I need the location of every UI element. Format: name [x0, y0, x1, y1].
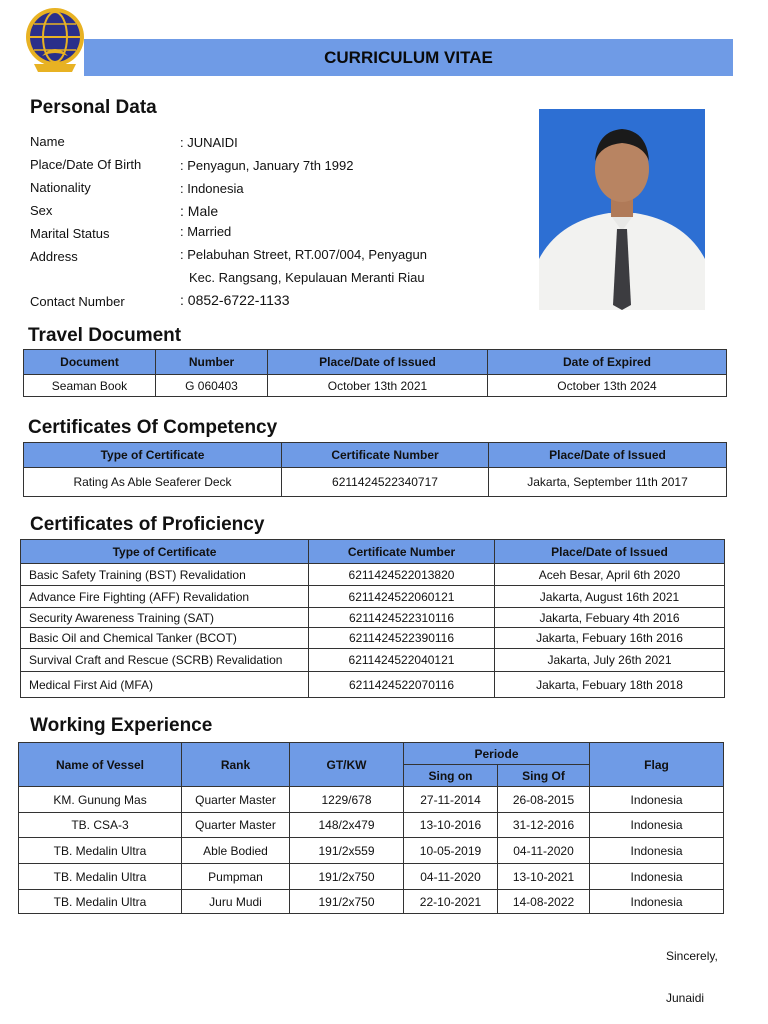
table-row [24, 468, 727, 497]
table-header-row [24, 443, 727, 468]
rank-cell: Able Bodied [182, 838, 290, 864]
sign-on-cell: 04-11-2020 [404, 864, 498, 890]
vessel-cell: TB. CSA-3 [19, 813, 182, 838]
column-header: Date of Expired [488, 350, 727, 375]
column-header: Certificate Number [282, 443, 489, 468]
rank-cell: Quarter Master [182, 813, 290, 838]
sign-on-cell: 13-10-2016 [404, 813, 498, 838]
certificate-type-cell: Rating As Able Seaferer Deck [24, 468, 282, 497]
sign-off-cell: 13-10-2021 [498, 864, 590, 890]
issued-cell: Jakarta, July 26th 2021 [495, 649, 725, 672]
column-header: Place/Date of Issued [489, 443, 727, 468]
personal-data-heading: Personal Data [30, 97, 157, 118]
issued-cell: Jakarta, Febuary 4th 2016 [495, 608, 725, 628]
gtkw-cell: 191/2x750 [290, 890, 404, 914]
birth-value: : Penyagun, January 7th 1992 [180, 158, 354, 173]
rank-cell: Juru Mudi [182, 890, 290, 914]
sign-on-cell: 10-05-2019 [404, 838, 498, 864]
proficiency-heading: Certificates of Proficiency [30, 514, 265, 535]
flag-cell: Indonesia [590, 813, 724, 838]
address-line-2: Kec. Rangsang, Kepulauan Meranti Riau [189, 270, 425, 285]
column-header: Sing on [404, 765, 498, 787]
signatory-name: Junaidi [666, 991, 705, 1005]
certificate-type-cell: Advance Fire Fighting (AFF) Revalidation [21, 586, 309, 608]
gtkw-cell: 191/2x750 [290, 864, 404, 890]
nationality-value: : Indonesia [180, 181, 244, 196]
column-header: Certificate Number [309, 540, 495, 564]
table-row [21, 586, 725, 608]
table-row [21, 608, 725, 628]
table-row [19, 813, 724, 838]
flag-cell: Indonesia [590, 838, 724, 864]
vessel-cell: KM. Gunung Mas [19, 787, 182, 813]
profile-photo [539, 109, 705, 310]
address-line-1: : Pelabuhan Street, RT.007/004, Penyagun [180, 247, 427, 262]
birth-label: Place/Date Of Birth [30, 157, 142, 172]
competency-table [23, 442, 727, 497]
sign-on-cell: 22-10-2021 [404, 890, 498, 914]
table-row [19, 864, 724, 890]
contact-label: Contact Number [30, 294, 125, 309]
proficiency-table [20, 539, 725, 698]
gtkw-cell: 1229/678 [290, 787, 404, 813]
travel-document-heading: Travel Document [28, 325, 182, 346]
name-label: Name [30, 134, 65, 149]
competency-heading: Certificates Of Competency [28, 417, 278, 438]
table-header-row [19, 743, 724, 765]
column-header: Number [156, 350, 268, 375]
table-row [19, 838, 724, 864]
table-row [19, 890, 724, 914]
sincerely-text: Sincerely, [666, 949, 718, 963]
number-cell: G 060403 [156, 375, 268, 397]
certificate-type-cell: Survival Craft and Rescue (SCRB) Revalidation [21, 649, 309, 672]
certificate-number-cell: 6211424522070116 [309, 672, 495, 698]
working-experience-table [18, 742, 724, 914]
sex-value: : Male [180, 203, 219, 219]
table-row [21, 564, 725, 586]
issued-cell: Jakarta, August 16th 2021 [495, 586, 725, 608]
gtkw-cell: 148/2x479 [290, 813, 404, 838]
certificate-number-cell: 6211424522013820 [309, 564, 495, 586]
nationality-label: Nationality [30, 180, 91, 195]
column-header: GT/KW [290, 743, 404, 787]
certificate-number-cell: 6211424522040121 [309, 649, 495, 672]
certificate-type-cell: Security Awareness Training (SAT) [21, 608, 309, 628]
table-row [21, 649, 725, 672]
flag-cell: Indonesia [590, 890, 724, 914]
issued-cell: Jakarta, Febuary 18th 2018 [495, 672, 725, 698]
rank-cell: Quarter Master [182, 787, 290, 813]
sex-label: Sex [30, 203, 53, 218]
column-header: Rank [182, 743, 290, 787]
column-header: Document [24, 350, 156, 375]
issued-cell: October 13th 2021 [268, 375, 488, 397]
column-header: Place/Date of Issued [268, 350, 488, 375]
table-header-row [21, 540, 725, 564]
certificate-type-cell: Basic Safety Training (BST) Revalidation [21, 564, 309, 586]
table-row [21, 672, 725, 698]
certificate-number-cell: 6211424522060121 [309, 586, 495, 608]
table-header-row [24, 350, 727, 375]
certificate-number-cell: 6211424522340717 [282, 468, 489, 497]
address-label: Address [30, 249, 78, 264]
flag-cell: Indonesia [590, 864, 724, 890]
ministry-logo [24, 6, 86, 74]
certificate-number-cell: 6211424522390116 [309, 628, 495, 649]
column-header: Sing Of [498, 765, 590, 787]
column-header: Flag [590, 743, 724, 787]
travel-document-table [23, 349, 727, 397]
issued-cell: Aceh Besar, April 6th 2020 [495, 564, 725, 586]
column-header: Periode [404, 743, 590, 765]
vessel-cell: TB. Medalin Ultra [19, 864, 182, 890]
marital-status-value: : Married [180, 224, 232, 239]
column-header: Type of Certificate [21, 540, 309, 564]
issued-cell: Jakarta, September 11th 2017 [489, 468, 727, 497]
expired-cell: October 13th 2024 [488, 375, 727, 397]
sign-off-cell: 04-11-2020 [498, 838, 590, 864]
flag-cell: Indonesia [590, 787, 724, 813]
working-experience-heading: Working Experience [30, 715, 213, 736]
rank-cell: Pumpman [182, 864, 290, 890]
sign-off-cell: 14-08-2022 [498, 890, 590, 914]
certificate-type-cell: Medical First Aid (MFA) [21, 672, 309, 698]
sign-on-cell: 27-11-2014 [404, 787, 498, 813]
name-value: : JUNAIDI [180, 135, 238, 150]
vessel-cell: TB. Medalin Ultra [19, 838, 182, 864]
contact-value: : 0852-6722-1133 [180, 292, 290, 308]
certificate-number-cell: 6211424522310116 [309, 608, 495, 628]
table-row [24, 375, 727, 397]
issued-cell: Jakarta, Febuary 16th 2016 [495, 628, 725, 649]
document-cell: Seaman Book [24, 375, 156, 397]
table-row [21, 628, 725, 649]
column-header: Name of Vessel [19, 743, 182, 787]
cv-title: CURRICULUM VITAE [324, 47, 493, 67]
column-header: Type of Certificate [24, 443, 282, 468]
sign-off-cell: 31-12-2016 [498, 813, 590, 838]
vessel-cell: TB. Medalin Ultra [19, 890, 182, 914]
certificate-type-cell: Basic Oil and Chemical Tanker (BCOT) [21, 628, 309, 649]
table-row [19, 787, 724, 813]
cv-title-banner [84, 39, 733, 76]
sign-off-cell: 26-08-2015 [498, 787, 590, 813]
column-header: Place/Date of Issued [495, 540, 725, 564]
marital-status-label: Marital Status [30, 226, 110, 241]
gtkw-cell: 191/2x559 [290, 838, 404, 864]
